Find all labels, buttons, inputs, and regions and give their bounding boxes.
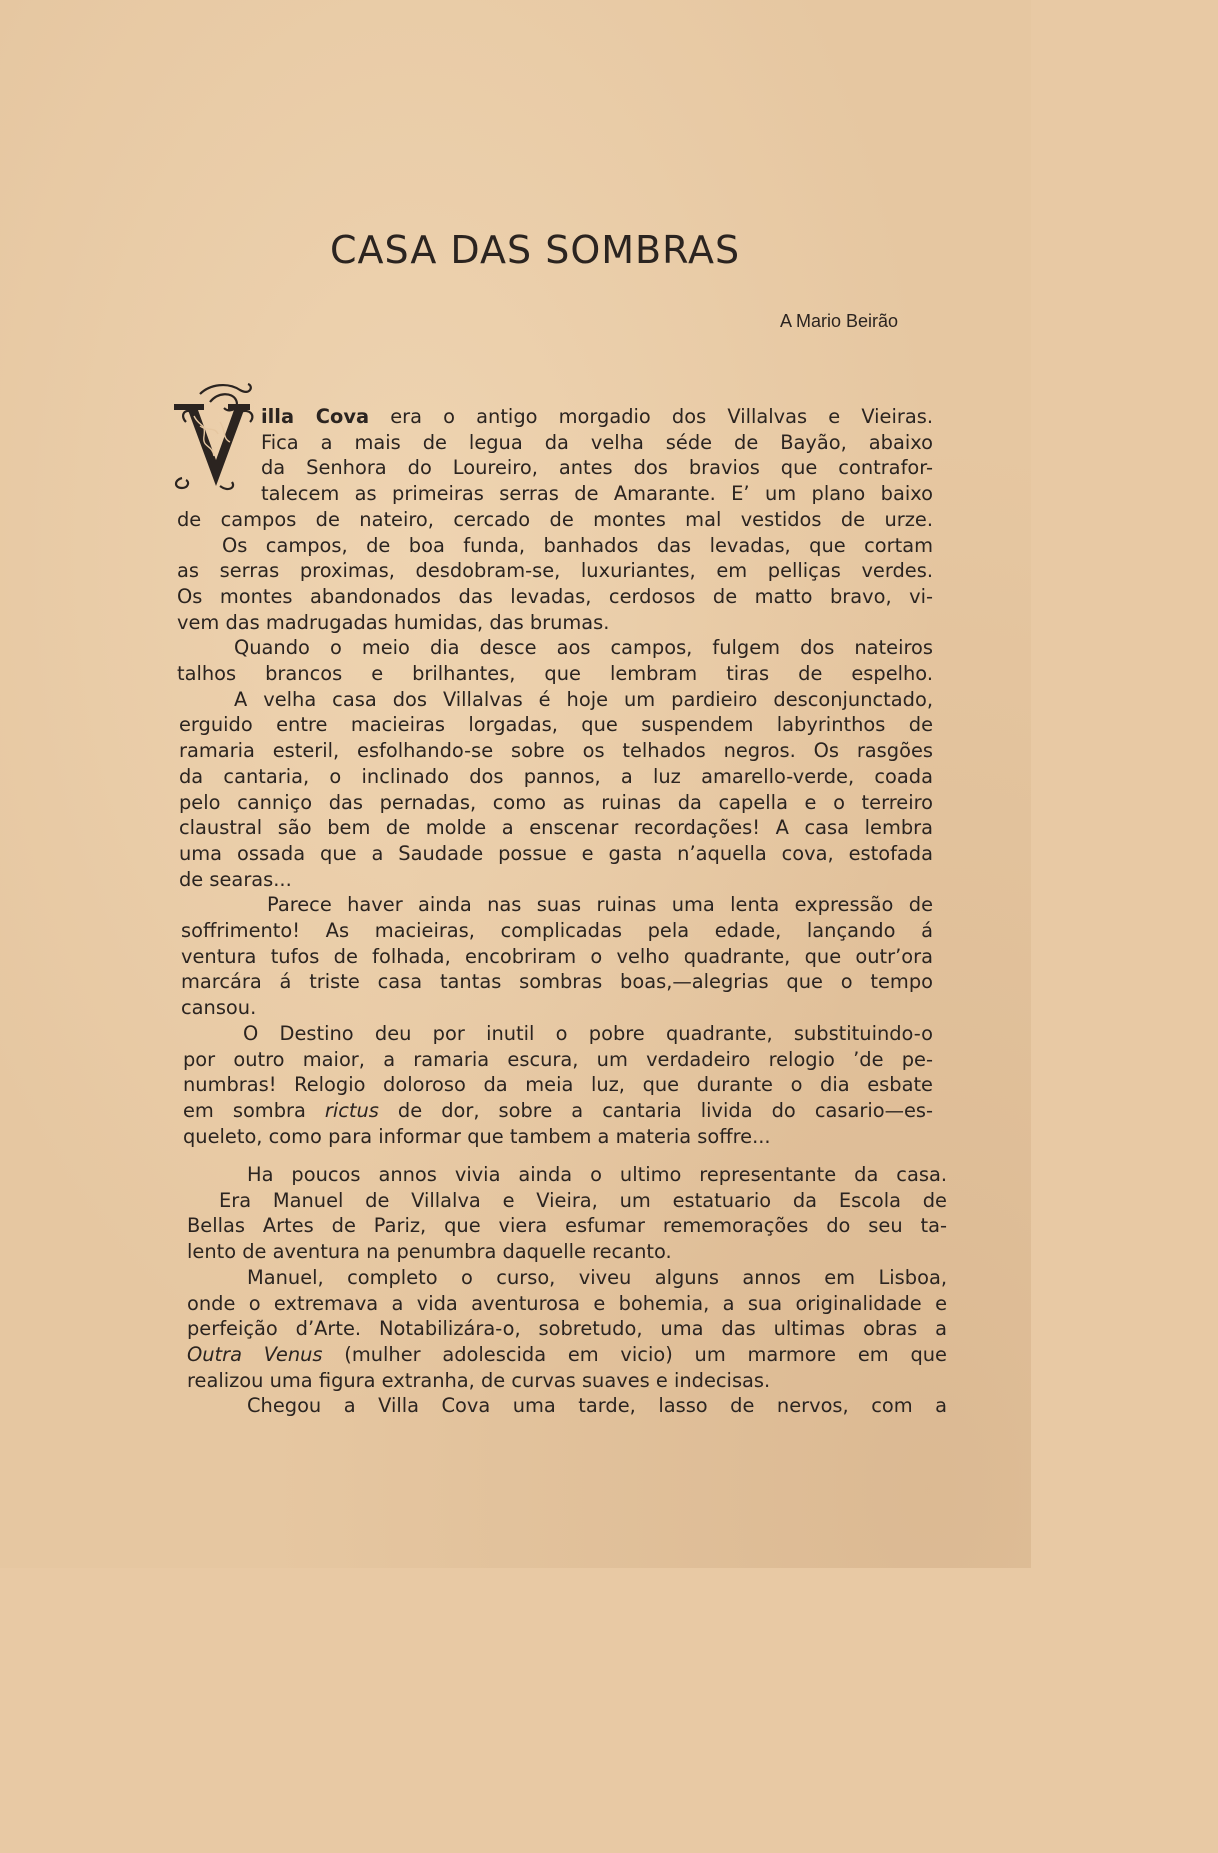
text-run: realizou uma figura extranha, de curvas suaves e indecisas. xyxy=(187,1368,771,1392)
text-run: era o antigo morgadio dos Villalvas e Vieiras. xyxy=(369,405,933,428)
text-run: A velha casa dos Villalvas é hoje um pardieiro desconjunctado, xyxy=(234,687,933,711)
text-run: perfeição d’Arte. Notabilizára-o, sobretudo, uma das ultimas obras a xyxy=(187,1317,947,1341)
text-run: (mulher adolescida em vicio) um marmore em que xyxy=(322,1342,947,1366)
text-line xyxy=(177,764,933,790)
text-line xyxy=(177,533,933,559)
text-line xyxy=(187,1162,947,1188)
text-line xyxy=(177,1124,933,1150)
text-run: em sombra xyxy=(183,1098,325,1122)
text-line xyxy=(187,1342,947,1368)
text-line xyxy=(177,1047,933,1073)
text-run: Os montes abandonados das levadas, cerdosos de matto bravo, vi- xyxy=(177,584,933,608)
text-run: marcára á triste casa tantas sombras boas,—alegrias que o tempo xyxy=(181,970,933,994)
text-line xyxy=(187,1368,947,1394)
text-line xyxy=(177,584,933,610)
text-line xyxy=(177,481,933,507)
text-line xyxy=(177,1021,933,1047)
text-run: Era Manuel de Villalva e Vieira, um estatuario da Escola de xyxy=(219,1188,947,1212)
text-line xyxy=(177,404,933,430)
text-run: cansou. xyxy=(181,996,257,1020)
text-run: as serras proximas, desdobram-se, luxuriantes, em pelliças verdes. xyxy=(177,559,933,583)
text-run: Quando o meio dia desce aos campos, fulgem dos nateiros xyxy=(234,636,933,660)
text-run: O Destino deu por inutil o pobre quadrante, substituindo-o xyxy=(243,1021,933,1045)
text-line xyxy=(187,1239,947,1265)
text-line xyxy=(177,969,933,995)
text-line xyxy=(177,712,933,738)
text-line xyxy=(177,661,933,687)
text-run: soffrimento! As macieiras, complicadas pela edade, lançando á xyxy=(181,919,933,943)
section-1-text xyxy=(177,404,933,1149)
text-line xyxy=(187,1291,947,1317)
text-line xyxy=(177,995,933,1021)
text-run: Parece haver ainda nas suas ruinas uma lenta expressão de xyxy=(267,893,933,917)
text-line xyxy=(177,790,933,816)
text-line xyxy=(187,1265,947,1291)
text-run: vem das madrugadas humidas, das brumas. xyxy=(177,610,610,634)
text-run: ventura tufos de folhada, encobriram o velho quadrante, que outr’ora xyxy=(181,944,933,968)
text-run: da cantaria, o inclinado dos pannos, a luz amarello-verde, coada xyxy=(179,764,933,788)
italic-text: rictus xyxy=(324,1098,379,1122)
text-line xyxy=(177,687,933,713)
text-line xyxy=(177,944,933,970)
text-run: erguido entre macieiras lorgadas, que suspendem labyrinthos de xyxy=(179,713,933,737)
text-run: da Senhora do Loureiro, antes dos bravios que contrafor- xyxy=(261,456,933,480)
text-run: de dor, sobre a cantaria livida do casario—es- xyxy=(378,1098,933,1122)
text-run: claustral são bem de molde a enscenar recordações! A casa lembra xyxy=(179,816,933,840)
text-run: talhos brancos e brilhantes, que lembram tiras de espelho. xyxy=(177,662,933,686)
section-2-text xyxy=(187,1162,947,1419)
text-run: uma ossada que a Saudade possue e gasta n’aquella cova, estofada xyxy=(179,841,933,865)
text-line xyxy=(187,1393,947,1419)
text-line xyxy=(177,558,933,584)
text-run: Ha poucos annos vivia ainda o ultimo representante da casa. xyxy=(247,1163,947,1186)
text-line xyxy=(187,1188,947,1214)
text-run: de campos de nateiro, cercado de montes mal vestidos de urze. xyxy=(177,507,933,531)
text-line xyxy=(177,892,933,918)
text-line xyxy=(177,635,933,661)
page-title: CASA DAS SOMBRAS xyxy=(330,228,741,272)
text-line xyxy=(187,1316,947,1342)
text-line xyxy=(177,815,933,841)
text-line xyxy=(177,455,933,481)
text-run: Os campos, de boa funda, banhados das levadas, que cortam xyxy=(222,533,933,557)
text-run: ramaria esteril, esfolhando-se sobre os telhados negros. Os rasgões xyxy=(179,739,933,763)
text-run: Fica a mais de legua da velha séde de Bayão, abaixo xyxy=(261,430,933,454)
text-line xyxy=(177,738,933,764)
text-line xyxy=(177,610,933,636)
text-line xyxy=(177,841,933,867)
text-line xyxy=(177,430,933,456)
text-line xyxy=(177,1098,933,1124)
dedication: A Mario Beirão xyxy=(780,311,899,331)
text-run: Manuel, completo o curso, viveu alguns annos em Lisboa, xyxy=(247,1265,947,1289)
text-line xyxy=(177,1072,933,1098)
text-line xyxy=(177,507,933,533)
text-run: queleto, como para informar que tambem a materia soffre... xyxy=(183,1124,771,1148)
italic-text: Outra Venus xyxy=(187,1342,323,1366)
text-run: Chegou a Villa Cova uma tarde, lasso de nervos, com a xyxy=(247,1394,947,1418)
text-run: pelo canniço das pernadas, como as ruinas da capella e o terreiro xyxy=(179,790,933,814)
text-run: onde o extremava a vida aventurosa e bohemia, a sua originalidade e xyxy=(187,1291,947,1315)
text-line xyxy=(177,867,933,893)
drop-cap-letter: V xyxy=(216,451,218,453)
text-run: numbras! Relogio doloroso da meia luz, que durante o dia esbate xyxy=(183,1073,933,1097)
text-run: por outro maior, a ramaria escura, um verdadeiro relogio ’de pe- xyxy=(183,1047,933,1071)
text-run: Bellas Artes de Pariz, que viera esfumar rememorações do seu ta- xyxy=(187,1214,947,1238)
bold-text: illa Cova xyxy=(261,405,370,428)
text-run: lento de aventura na penumbra daquelle recanto. xyxy=(187,1240,672,1264)
text-run: de searas... xyxy=(179,867,292,891)
text-line xyxy=(187,1213,947,1239)
text-run: talecem as primeiras serras de Amarante. E’ um plano baixo xyxy=(261,482,933,506)
text-line xyxy=(177,918,933,944)
